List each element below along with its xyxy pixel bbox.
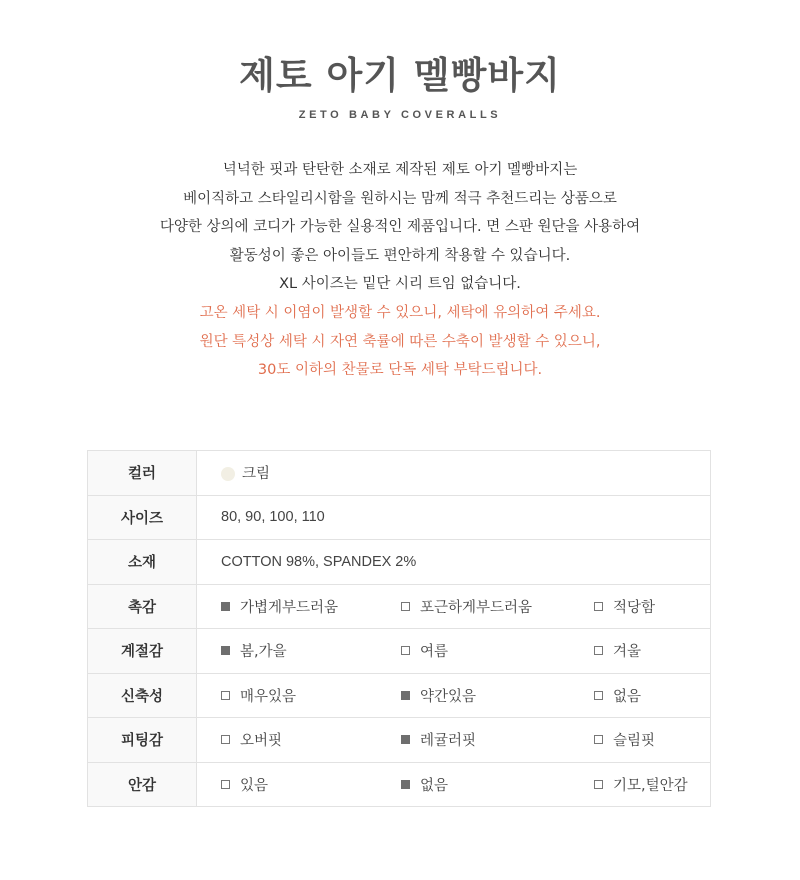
spec-key: 촉감 [88,584,197,629]
description-line: 활동성이 좋은 아이들도 편안하게 착용할 수 있습니다. [229,247,571,264]
spec-key: 피팅감 [88,718,197,763]
product-header [0,0,800,122]
option-label: 없음 [420,777,449,794]
spec-value: 80, 90, 100, 110 [197,495,711,540]
description-line: 베이직하고 스타일리시함을 원하시는 맘께 적극 추천드리는 상품으로 [183,190,617,207]
unchecked-box-icon [401,602,410,611]
spec-options [221,685,710,706]
option-label: 기모,털안감 [613,777,688,794]
spec-row-season [88,629,711,674]
option-label: 약간있음 [420,688,477,705]
checked-box-icon [221,602,230,611]
option-label: 오버핏 [240,733,283,750]
spec-value: COTTON 98%, SPANDEX 2% [197,540,711,585]
option-label: 겨울 [613,644,642,661]
spec-option [221,640,401,661]
spec-option [594,596,655,617]
description-line: 다양한 상의에 코디가 가능한 실용적인 제품입니다. 면 스판 원단을 사용하여 [159,219,641,236]
spec-option [594,640,641,661]
spec-option [401,729,594,750]
spec-options [221,640,710,661]
product-description [0,156,800,385]
option-label: 여름 [420,644,449,661]
washing-warning-line: 고온 세탁 시 이염이 발생할 수 있으니, 세탁에 유의하여 주세요. [199,304,601,321]
spec-key: 계절감 [88,629,197,674]
spec-option [594,774,688,795]
option-label: 봄,가을 [240,644,287,661]
option-label: 있음 [240,777,269,794]
cream-color-swatch [221,467,235,481]
unchecked-box-icon [594,646,603,655]
unchecked-box-icon [221,735,230,744]
checked-box-icon [401,780,410,789]
option-label: 가볍게부드러움 [240,599,339,616]
spec-key: 컬러 [88,451,197,496]
spec-row-color [88,451,711,496]
spec-table [87,450,711,807]
spec-option [594,729,655,750]
option-label: 적당함 [613,599,656,616]
spec-option [401,685,594,706]
unchecked-box-icon [221,691,230,700]
spec-row-lining [88,762,711,807]
spec-option [221,729,401,750]
spec-row-size [88,495,711,540]
washing-warning-line: 원단 특성상 세탁 시 자연 축률에 따른 수축이 발생할 수 있으니, [199,333,601,350]
spec-option [401,596,594,617]
option-label: 레귤러핏 [420,733,477,750]
option-label: 포근하게부드러움 [420,599,533,616]
unchecked-box-icon [594,602,603,611]
description-line: 넉넉한 핏과 탄탄한 소재로 제작된 제토 아기 멜빵바지는 [222,162,578,178]
option-label: 없음 [613,688,642,705]
unchecked-box-icon [594,691,603,700]
spec-option [401,774,594,795]
spec-key: 사이즈 [88,495,197,540]
product-subtitle: ZETO BABY COVERALLS [298,109,502,121]
spec-option [221,685,401,706]
unchecked-box-icon [401,646,410,655]
checked-box-icon [401,735,410,744]
color-name: 크림 [242,466,271,483]
product-title: 제토 아기 멜빵바지 [239,54,561,97]
spec-option [221,774,401,795]
spec-option [401,640,594,661]
spec-key: 안감 [88,762,197,807]
spec-key: 소재 [88,540,197,585]
unchecked-box-icon [221,780,230,789]
spec-row-stretch [88,673,711,718]
spec-value [197,451,711,496]
spec-options [221,596,710,617]
spec-options [221,729,710,750]
description-line: XL 사이즈는 밑단 시리 트임 없습니다. [279,276,521,293]
spec-row-material [88,540,711,585]
checked-box-icon [401,691,410,700]
unchecked-box-icon [594,735,603,744]
spec-key: 신축성 [88,673,197,718]
spec-row-fit [88,718,711,763]
option-label: 매우있음 [240,688,297,705]
washing-warning-line: 30도 이하의 찬물로 단독 세탁 부탁드립니다. [257,362,543,379]
option-label: 슬림핏 [613,733,656,750]
unchecked-box-icon [594,780,603,789]
spec-options [221,774,710,795]
checked-box-icon [221,646,230,655]
spec-row-touch [88,584,711,629]
spec-option [221,596,401,617]
spec-option [594,685,641,706]
